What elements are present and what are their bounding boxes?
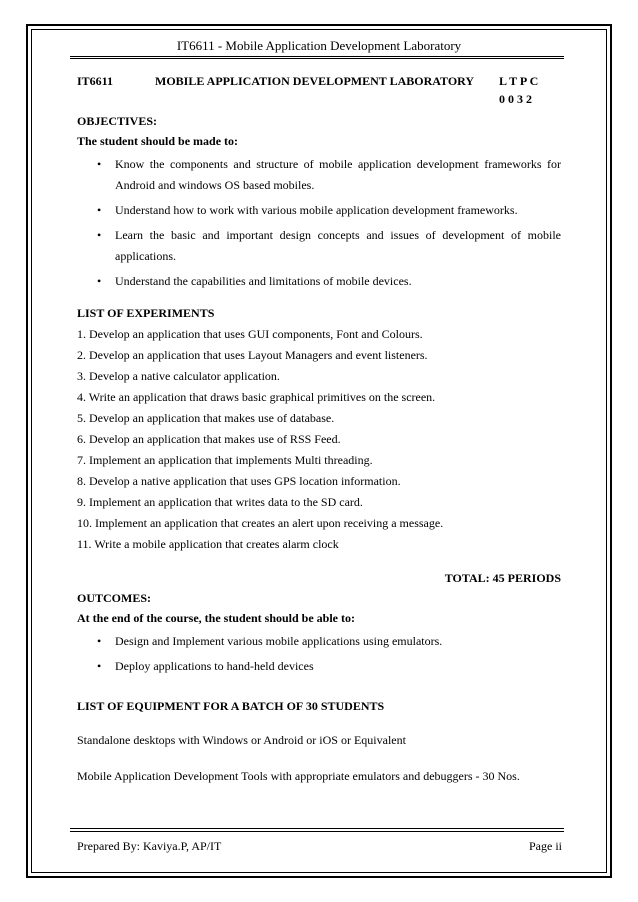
bullet-icon: • xyxy=(97,203,102,217)
header-rule-bottom xyxy=(70,58,564,59)
total-periods: TOTAL: 45 PERIODS xyxy=(444,571,561,585)
list-item: • Deploy applications to hand-held devices xyxy=(77,656,561,677)
bullet-icon: • xyxy=(97,634,102,648)
list-item: 10. Implement an application that creates an alert upon receiving a message. xyxy=(77,516,444,530)
equipment-line-desktops: Standalone desktops with Windows or Android or iOS or Equivalent xyxy=(77,733,406,747)
list-item: 8. Develop a native application that uses GPS location information. xyxy=(77,474,401,488)
list-item: 11. Write a mobile application that creates alarm clock xyxy=(77,537,339,551)
page-body xyxy=(77,72,561,785)
list-item: 3. Develop a native calculator application. xyxy=(77,369,280,383)
list-item: • Design and Implement various mobile applications using emulators. xyxy=(77,631,561,652)
bullet-icon: • xyxy=(97,228,102,242)
list-item: • Understand how to work with various mobile application development frameworks. xyxy=(77,200,561,221)
objectives-heading: OBJECTIVES: xyxy=(77,114,158,128)
list-item: • Understand the capabilities and limitations of mobile devices. xyxy=(77,271,561,292)
outcomes-heading: OUTCOMES: xyxy=(77,591,152,605)
list-item: 7. Implement an application that implements Multi threading. xyxy=(77,453,373,467)
list-item: 6. Develop an application that makes use of RSS Feed. xyxy=(77,432,341,446)
objectives-list xyxy=(77,154,561,292)
header-rule-top xyxy=(70,56,564,57)
equipment-heading: LIST OF EQUIPMENT FOR A BATCH OF 30 STUDENTS xyxy=(77,699,385,713)
list-item: 4. Write an application that draws basic graphical primitives on the screen. xyxy=(77,390,436,404)
list-item: • Know the components and structure of mobile application development frameworks for Android and windows OS based mobiles. xyxy=(77,154,561,196)
list-item: 2. Develop an application that uses Layout Managers and event listeners. xyxy=(77,348,428,362)
list-item: 5. Develop an application that makes use of database. xyxy=(77,411,335,425)
list-item: • Learn the basic and important design concepts and issues of development of mobile applications. xyxy=(77,225,561,267)
footer-rule-bottom xyxy=(70,831,564,832)
bullet-icon: • xyxy=(97,274,102,288)
course-ltpc-label: L T P C xyxy=(499,74,539,88)
experiments-heading: LIST OF EXPERIMENTS xyxy=(77,306,215,320)
course-title: MOBILE APPLICATION DEVELOPMENT LABORATORY xyxy=(155,74,475,88)
footer-rule-top xyxy=(70,828,564,829)
outcomes-list xyxy=(77,631,561,677)
footer-prepared-by: Prepared By: Kaviya.P, AP/IT xyxy=(77,839,222,853)
footer-page-number: Page ii xyxy=(529,839,562,853)
course-ltpc-values: 0 0 3 2 xyxy=(499,92,532,106)
outcomes-intro: At the end of the course, the student should be able to: xyxy=(77,611,356,625)
list-item: 9. Implement an application that writes data to the SD card. xyxy=(77,495,363,509)
experiments-list xyxy=(77,324,561,555)
course-code: IT6611 xyxy=(77,74,114,88)
list-item: 1. Develop an application that uses GUI components, Font and Colours. xyxy=(77,327,423,341)
running-header: IT6611 - Mobile Application Development Laboratory xyxy=(176,38,462,53)
equipment-line-tools: Mobile Application Development Tools with appropriate emulators and debuggers - 30 Nos. xyxy=(77,769,520,783)
bullet-icon: • xyxy=(97,157,102,171)
course-row xyxy=(77,72,561,90)
bullet-icon: • xyxy=(97,659,102,673)
objectives-intro: The student should be made to: xyxy=(77,134,239,148)
